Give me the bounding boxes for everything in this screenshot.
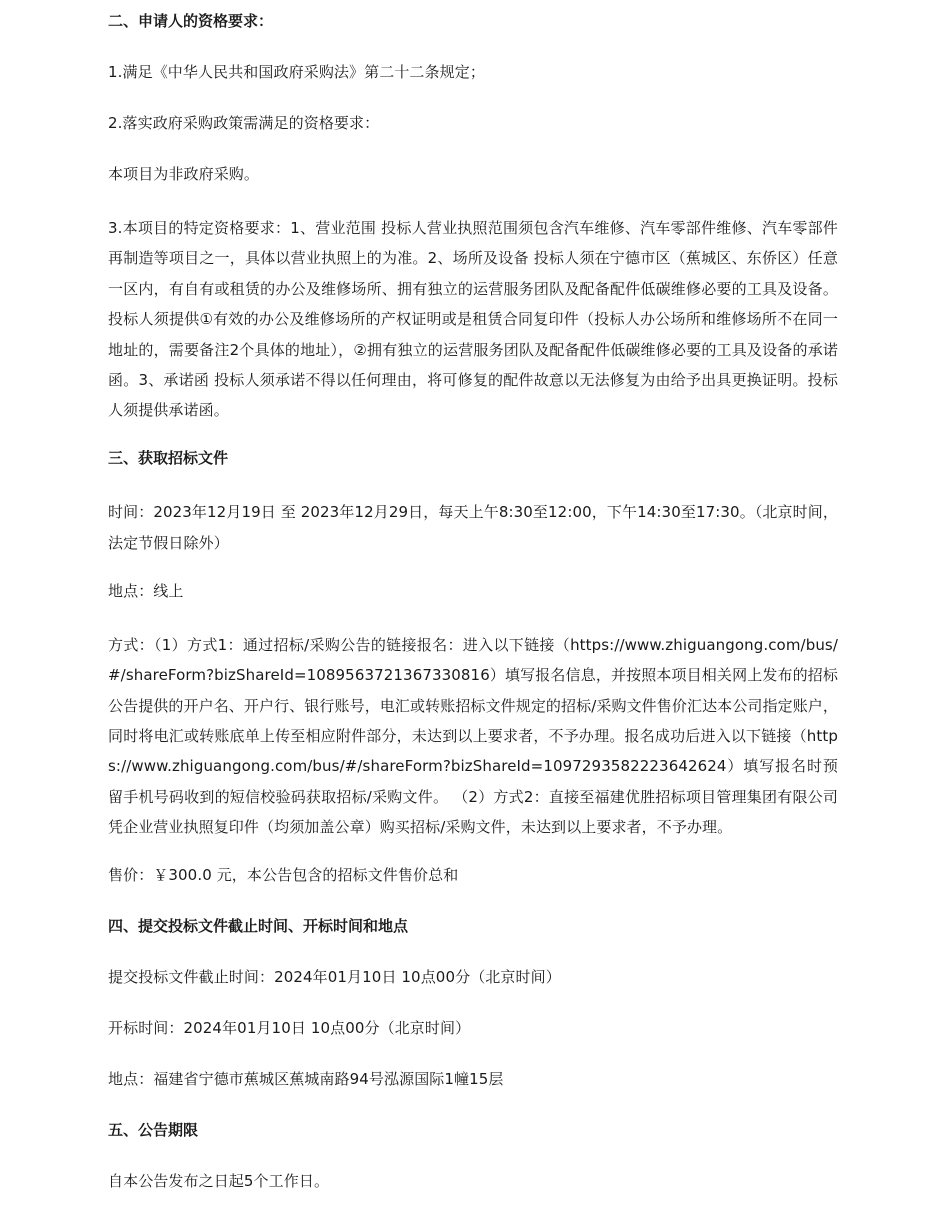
qualification-item-1: 1.满足《中华人民共和国政府采购法》第二十二条规定； <box>108 63 485 81</box>
obtain-time: 时间：2023年12月19日 至 2023年12月29日，每天上午8:30至12:00，下午14:30至17:30。（北京时间，法定节假日除外） <box>108 503 838 552</box>
section-heading-obtain: 三、获取招标文件 <box>108 449 229 468</box>
submission-place: 地点：福建省宁德市蕉城区蕉城南路94号泓源国际1幢15层 <box>108 1070 504 1089</box>
obtain-price: 售价：￥300.0 元，本公告包含的招标文件售价总和 <box>108 866 459 885</box>
qualification-item-2: 2.落实政府采购政策需满足的资格要求： <box>108 114 380 132</box>
submission-opening: 开标时间：2024年01月10日 10点00分（北京时间） <box>108 1019 471 1038</box>
obtain-place: 地点：线上 <box>108 581 184 600</box>
qualification-item-3: 3.本项目的特定资格要求：1、营业范围 投标人营业执照范围须包含汽车维修、汽车零部件维修、汽车零部件再制造等项目之一，具体以营业执照上的为准。2、场所及设备 投标人须在宁德市区（蕉城区、东侨区）任意一区内，有自有或租赁的办公及维修场所、拥有独立的运营服务团队及配备配件低碳维修必要的工具及设备。投标人须提供①有效的办公及维修场所的产权证明或是租赁合同复印件（投标人办公场所和维修场所不在同一地址的，需要备注2个具体的地址），②拥有独立的运营服务团队及配备配件低碳维修必要的工具及设备的承诺函。3、承诺函 投标人须承诺不得以任何理由，将可修复的配件故意以无法修复为由给予出具更换证明。投标人须提供承诺函。 <box>108 219 838 420</box>
section-heading-period: 五、公告期限 <box>108 1121 199 1140</box>
submission-deadline: 提交投标文件截止时间：2024年01月10日 10点00分（北京时间） <box>108 968 561 987</box>
section-heading-qualification: 二、申请人的资格要求： <box>108 12 274 30</box>
period-text: 自本公告发布之日起5个工作日。 <box>108 1172 330 1191</box>
section-heading-submission: 四、提交投标文件截止时间、开标时间和地点 <box>108 917 409 936</box>
announcement-body <box>108 9 838 1220</box>
obtain-method: 方式：（1）方式1：通过招标/采购公告的链接报名：进入以下链接（https://www.zhiguangong.com/bus/#/shareForm?bizShareId=1089563721367330816）填写报名信息，并按照本项目相关网上发布的招标公告提供的开户名、开户行、银行账号，电汇或转账招标文件规定的招标/采购文件售价汇达本公司指定账户，同时将电汇或转账底单上传至相应附件部分，未达到以上要求者，不予办理。报名成功后进入以下链接（https://www.zhiguangong.com/bus/#/shareForm?bizShareId=1097293582223642624）填写报名时预留手机号码收到的短信校验码获取招标/采购文件。 （2）方式2：直接至福建优胜招标项目管理集团有限公司凭企业营业执照复印件（均须加盖公章）购买招标/采购文件，未达到以上要求者，不予办理。 <box>108 635 838 837</box>
qualification-item-2-note: 本项目为非政府采购。 <box>108 165 260 183</box>
